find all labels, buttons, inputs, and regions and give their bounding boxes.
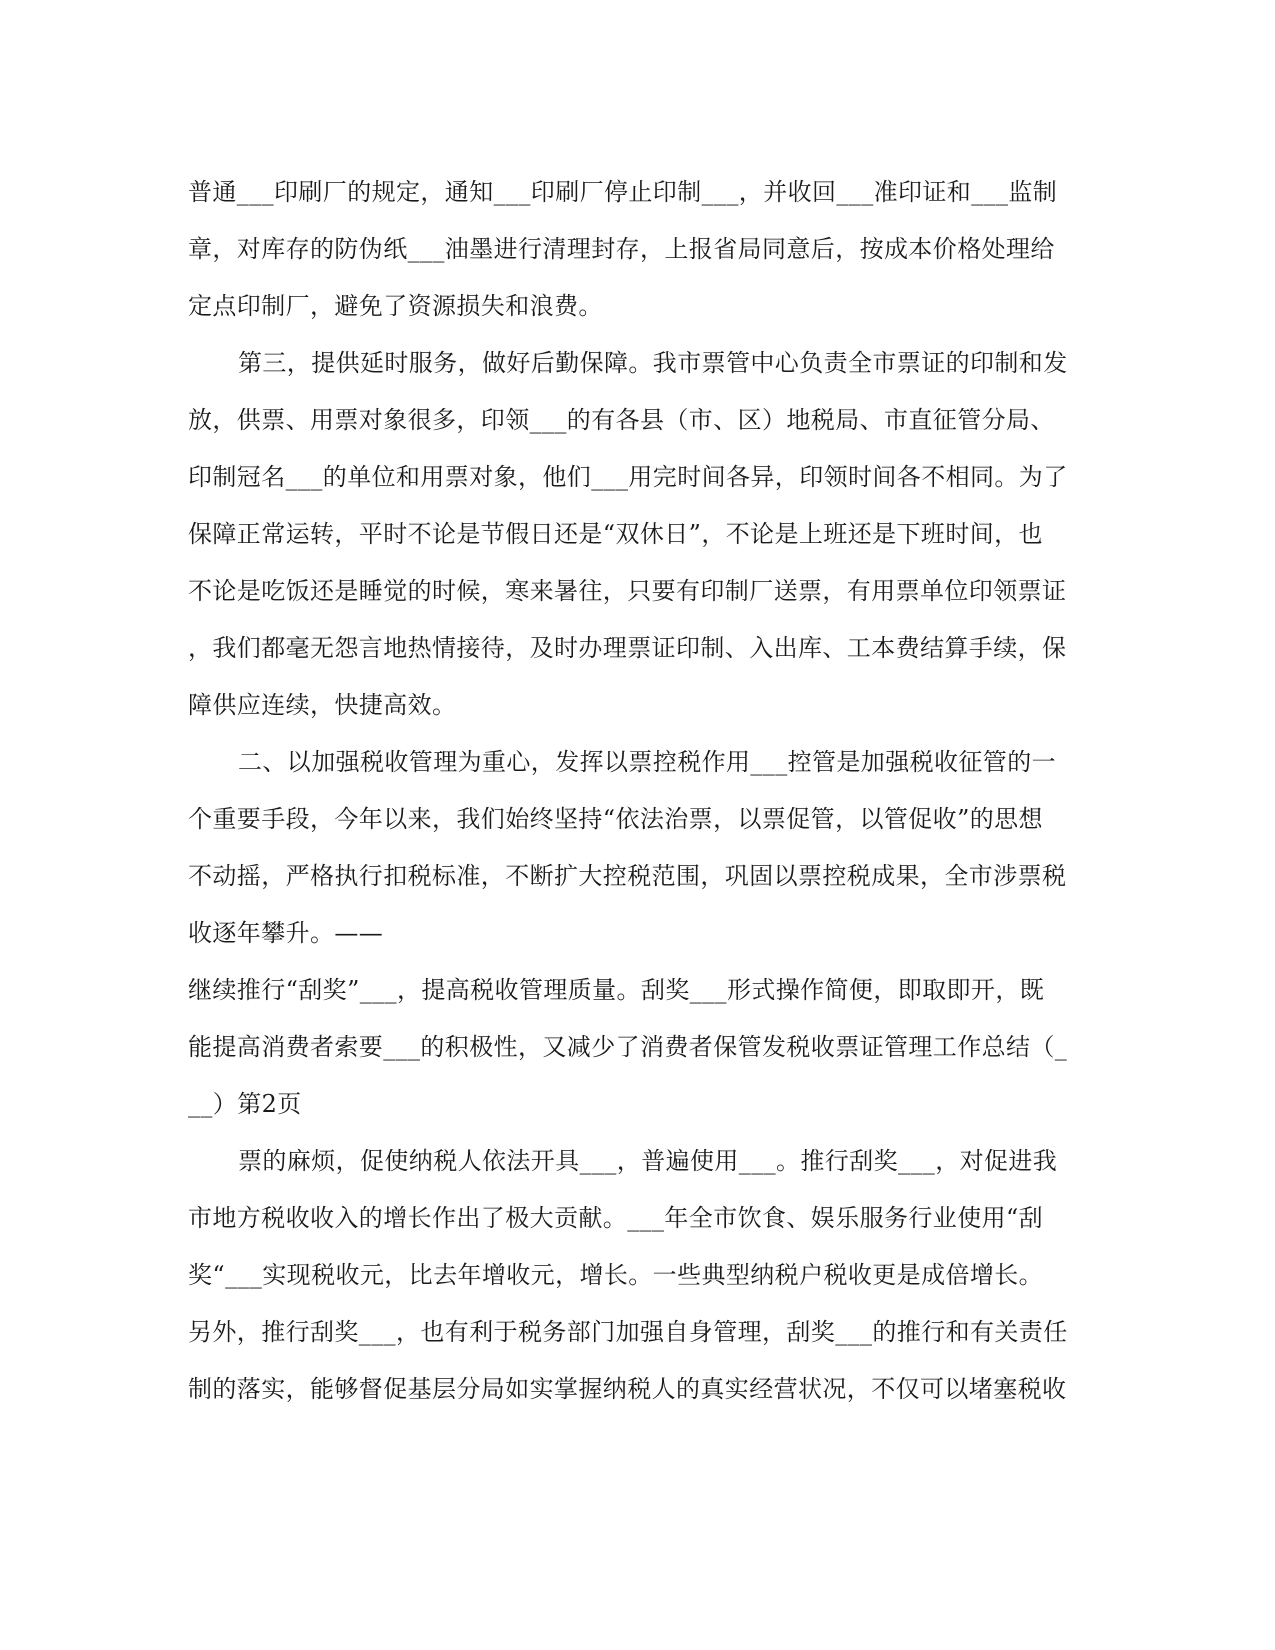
page-label-line: __）第2页 — [188, 1090, 302, 1118]
paragraph-start-line: 二、以加强税收管理为重心，发挥以票控税作用___控管是加强税收征管的一 — [238, 748, 1056, 776]
text-line-3: 定点印制厂，避免了资源损失和浪费。 — [188, 292, 603, 320]
text-line-22: 制的落实，能够督促基层分局如实掌握纳税人的真实经营状况，不仅可以堵塞税收 — [188, 1375, 1067, 1403]
text-line-6: 印制冠名___的单位和用票对象，他们___用完时间各异，印领时间各不相同。为了 — [188, 463, 1068, 491]
text-line-10: 障供应连续，快捷高效。 — [188, 691, 457, 719]
text-line-9: ，我们都毫无怨言地热情接待，及时办理票证印制、入出库、工本费结算手续，保 — [188, 634, 1067, 662]
text-line-21: 另外，推行刮奖___，也有利于税务部门加强自身管理，刮奖___的推行和有关责任 — [188, 1318, 1068, 1346]
text-line-14: 收逐年攀升。—— — [188, 919, 384, 947]
paragraph-start-line: 第三，提供延时服务，做好后勤保障。我市票管中心负责全市票证的印制和发 — [238, 349, 1068, 377]
text-line-2: 章，对库存的防伪纸___油墨进行清理封存，上报省局同意后，按成本价格处理给 — [188, 235, 1055, 263]
text-line-13: 不动摇，严格执行扣税标准，不断扩大控税范围，巩固以票控税成果，全市涉票税 — [188, 862, 1067, 890]
text-line-5: 放，供票、用票对象很多，印领___的有各县（市、区）地税局、市直征管分局、 — [188, 406, 1055, 434]
text-line-16: 能提高消费者索要___的积极性，又减少了消费者保管发税收票证管理工作总结（_ — [188, 1033, 1068, 1061]
text-line-8: 不论是吃饭还是睡觉的时候，寒来暑往，只要有印制厂送票，有用票单位印领票证 — [188, 577, 1067, 605]
text-line-12: 个重要手段，今年以来，我们始终坚持“依法治票，以票促管，以管促收”的思想 — [188, 805, 1043, 833]
paragraph-start-line: 票的麻烦，促使纳税人依法开具___，普遍使用___。推行刮奖___，对促进我 — [238, 1147, 1058, 1175]
text-line-19: 市地方税收收入的增长作出了极大贡献。___年全市饮食、娱乐服务行业使用“刮 — [188, 1204, 1044, 1232]
text-line-15: 继续推行“刮奖”___，提高税收管理质量。刮奖___形式操作简便，即取即开，既 — [188, 976, 1045, 1004]
text-line-20: 奖“___实现税收元，比去年增收元，增长。一些典型纳税户税收更是成倍增长。 — [188, 1261, 1044, 1289]
text-line-7: 保障正常运转，平时不论是节假日还是“双休日”，不论是上班还是下班时间，也 — [188, 520, 1043, 548]
text-line-1: 普通___印刷厂的规定，通知___印刷厂停止印制___，并收回___准印证和___监制 — [188, 178, 1058, 206]
